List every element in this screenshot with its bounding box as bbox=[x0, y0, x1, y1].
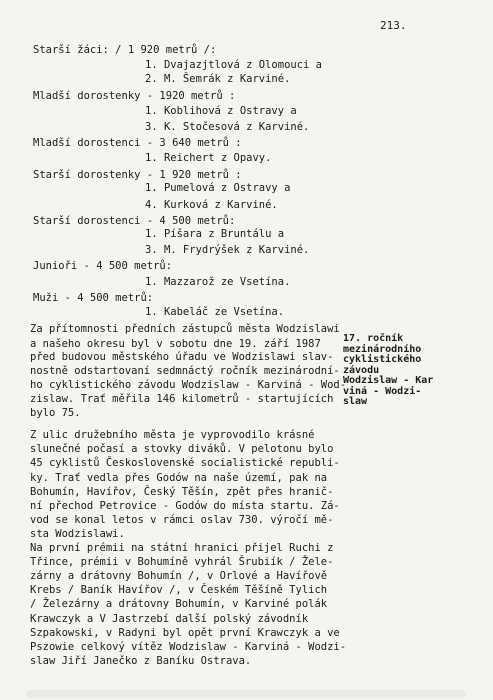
text-line: Pszowie celkový vítěz Wodzislaw - Karviná - Wodzi- bbox=[30, 641, 347, 653]
category-heading: Starší dorostenky - 1 920 metrů : bbox=[33, 169, 242, 181]
text-line: Krebs / Baník Havířov /, v Českém Těšíně Tylich bbox=[30, 584, 328, 596]
result-entry: 1. Pumelová z Ostravy a bbox=[145, 182, 291, 194]
category-heading: Starší dorostenci - 4 500 metrů: bbox=[33, 215, 236, 227]
text-line: Krawczyk a V Jastrzebí další polský závodník bbox=[30, 613, 309, 625]
text-line: bylo 75. bbox=[30, 407, 81, 419]
text-line: Třince, prémii v Bohumíně vyhrál Šrubiík / Žele- bbox=[30, 556, 334, 568]
margin-note-line: závodu bbox=[343, 364, 380, 376]
result-entry: 1. Reichert z Opavy. bbox=[145, 152, 272, 164]
margin-note-line: 17. ročník bbox=[343, 333, 404, 344]
text-line: nostně odstartovaní sedmnáctý ročník mezinárodní- bbox=[30, 365, 340, 377]
text-line: zislaw. Trať měřila 146 kilometrů - startujících bbox=[30, 393, 334, 405]
margin-note-line: cyklistického bbox=[343, 354, 422, 365]
result-entry: 1. Koblihová z Ostravy a bbox=[145, 105, 297, 117]
text-line: sta Wodzislawi. bbox=[30, 528, 125, 540]
page-number: 213. bbox=[380, 19, 407, 32]
text-line: vod se konal letos v rámci oslav 730. výročí mě- bbox=[30, 514, 334, 526]
scan-shadow bbox=[26, 690, 466, 698]
category-heading: Muži - 4 500 metrů: bbox=[33, 292, 154, 304]
result-entry: 1. Mazzarož ze Vsetína. bbox=[145, 276, 291, 288]
text-line: / Železárny a drátovny Bohumín, v Karviné polák bbox=[30, 598, 328, 610]
margin-note-line: mezinárodního bbox=[343, 343, 422, 355]
text-line: Szpakowski, v Radyni byl opět první Krawczyk a ve bbox=[30, 627, 340, 639]
result-entry: 1. Kabeláč ze Vsetína. bbox=[145, 306, 285, 318]
text-line: 45 cyklistů Československé socialistické republi- bbox=[30, 457, 340, 469]
margin-note-line: slaw bbox=[343, 396, 368, 407]
text-line: Na první prémii na státní hranici přijel Ruchi z bbox=[30, 542, 334, 554]
text-line: před budovou městského úřadu ve Wodzislawi slav- bbox=[30, 351, 334, 363]
margin-note-line: Wodzislaw - Kar bbox=[343, 375, 434, 386]
text-line: ní přechod Petrovice - Godów do místa startu. Zá- bbox=[30, 500, 340, 512]
category-heading: Mladší dorostenky - 1920 metrů : bbox=[33, 90, 236, 102]
text-line: zárny a drátovny Bohumín /, v Orlové a Havířově bbox=[30, 570, 328, 582]
text-line: slaw Jiří Janečko z Baníku Ostrava. bbox=[30, 655, 252, 667]
text-line: Bohumín, Havířov, Český Těšín, zpět přes hranič- bbox=[30, 486, 334, 498]
text-line: ky. Trať vedla přes Godów na naše území, pak na bbox=[30, 472, 328, 484]
text-line: ho cyklistického závodu Wodzislaw - Karviná - Wod- bbox=[30, 379, 347, 391]
result-entry: 3. K. Stočesová z Karviné. bbox=[145, 121, 310, 133]
margin-note-line: viná - Wodzi- bbox=[343, 385, 422, 397]
result-entry: 1. Dvajazjtlová z Olomouci a bbox=[145, 59, 323, 71]
result-entry: 1. Píšara z Bruntálu a bbox=[145, 228, 285, 240]
result-entry: 4. Kurková z Karviné. bbox=[145, 199, 278, 211]
result-entry: 2. M. Šemrák z Karviné. bbox=[145, 73, 291, 85]
text-line: a našeho okresu byl v sobotu dne 19. září 1987 bbox=[30, 338, 321, 350]
result-entry: 3. M. Frydrýšek z Karviné. bbox=[145, 244, 310, 256]
text-line: Za přítomnosti předních zástupců města Wodzislawi bbox=[30, 323, 340, 335]
category-heading: Starší žáci: / 1 920 metrů /: bbox=[33, 44, 217, 56]
text-line: Z ulic družebního města je vyprovodilo krásné bbox=[30, 429, 315, 441]
category-heading: Mladší dorostenci - 3 640 metrů : bbox=[33, 137, 242, 149]
text-line: slunečné počasí a stovky diváků. V pelotonu bylo bbox=[30, 443, 334, 455]
margin-note bbox=[343, 334, 433, 408]
category-heading: Junioři - 4 500 metrů: bbox=[33, 260, 173, 272]
